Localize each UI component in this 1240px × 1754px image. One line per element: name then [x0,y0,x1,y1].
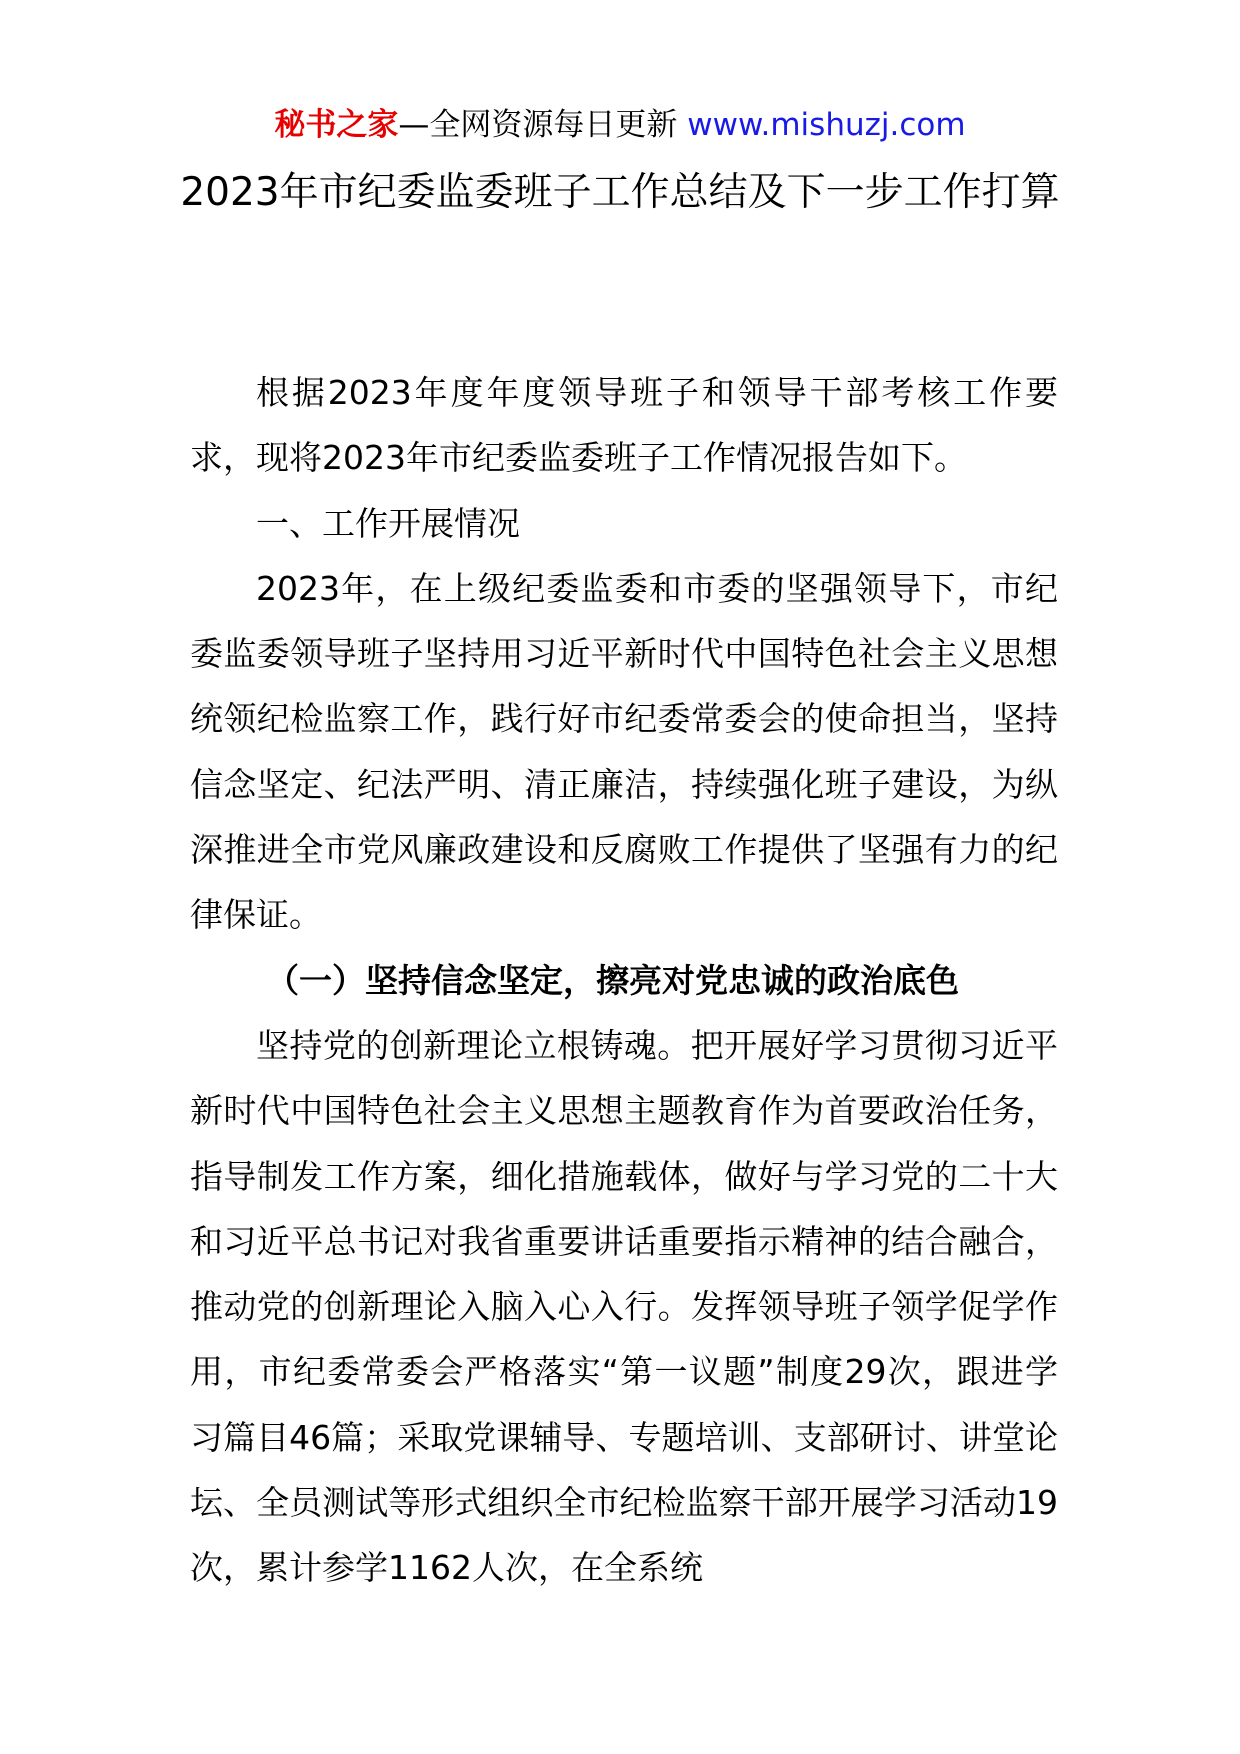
section-heading: 一、工作开展情况 [256,503,520,543]
site-slogan: —全网资源每日更新 [398,107,678,143]
subsection-heading: （一）坚持信念坚定，擦亮对党忠诚的政治底色 [266,960,959,1000]
document-title: 2023年市纪委监委班子工作总结及下一步工作打算 [180,170,1060,215]
intro-paragraph: 根据2023年度年度领导班子和领导干部考核工作要求，现将2023年市纪委监委班子工作情况报告如下。 [190,373,1058,478]
overview-paragraph: 2023年，在上级纪委监委和市委的坚强领导下，市纪委监委领导班子坚持用习近平新时代中国特色社会主义思想统领纪检监察工作，践行好市纪委常委会的使命担当，坚持信念坚定、纪法严明、清正廉洁，持续强化班子建设，为纵深推进全市党风廉政建设和反腐败工作提供了坚强有力的纪律保证。 [190,568,1058,935]
site-watermark-header [0,100,1240,150]
document-body [190,360,1058,1601]
site-brand-name: 秘书之家 [274,107,399,143]
theory-study-paragraph: 坚持党的创新理论立根铸魂。把开展好学习贯彻习近平新时代中国特色社会主义思想主题教育作为首要政治任务，指导制发工作方案，细化措施载体，做好与学习党的二十大和习近平总书记对我省重要讲话重要指示精神的结合融合，推动党的创新理论入脑入心入行。发挥领导班子领学促学作用，市纪委常委会严格落实“第一议题”制度29次，跟进学习篇目46篇；采取党课辅导、专题培训、支部研讨、讲堂论坛、全员测试等形式组织全市纪检监察干部开展学习活动19次，累计参学1162人次，在全系统 [190,1025,1058,1588]
site-url-link[interactable]: www.mishuzj.com [687,107,966,143]
